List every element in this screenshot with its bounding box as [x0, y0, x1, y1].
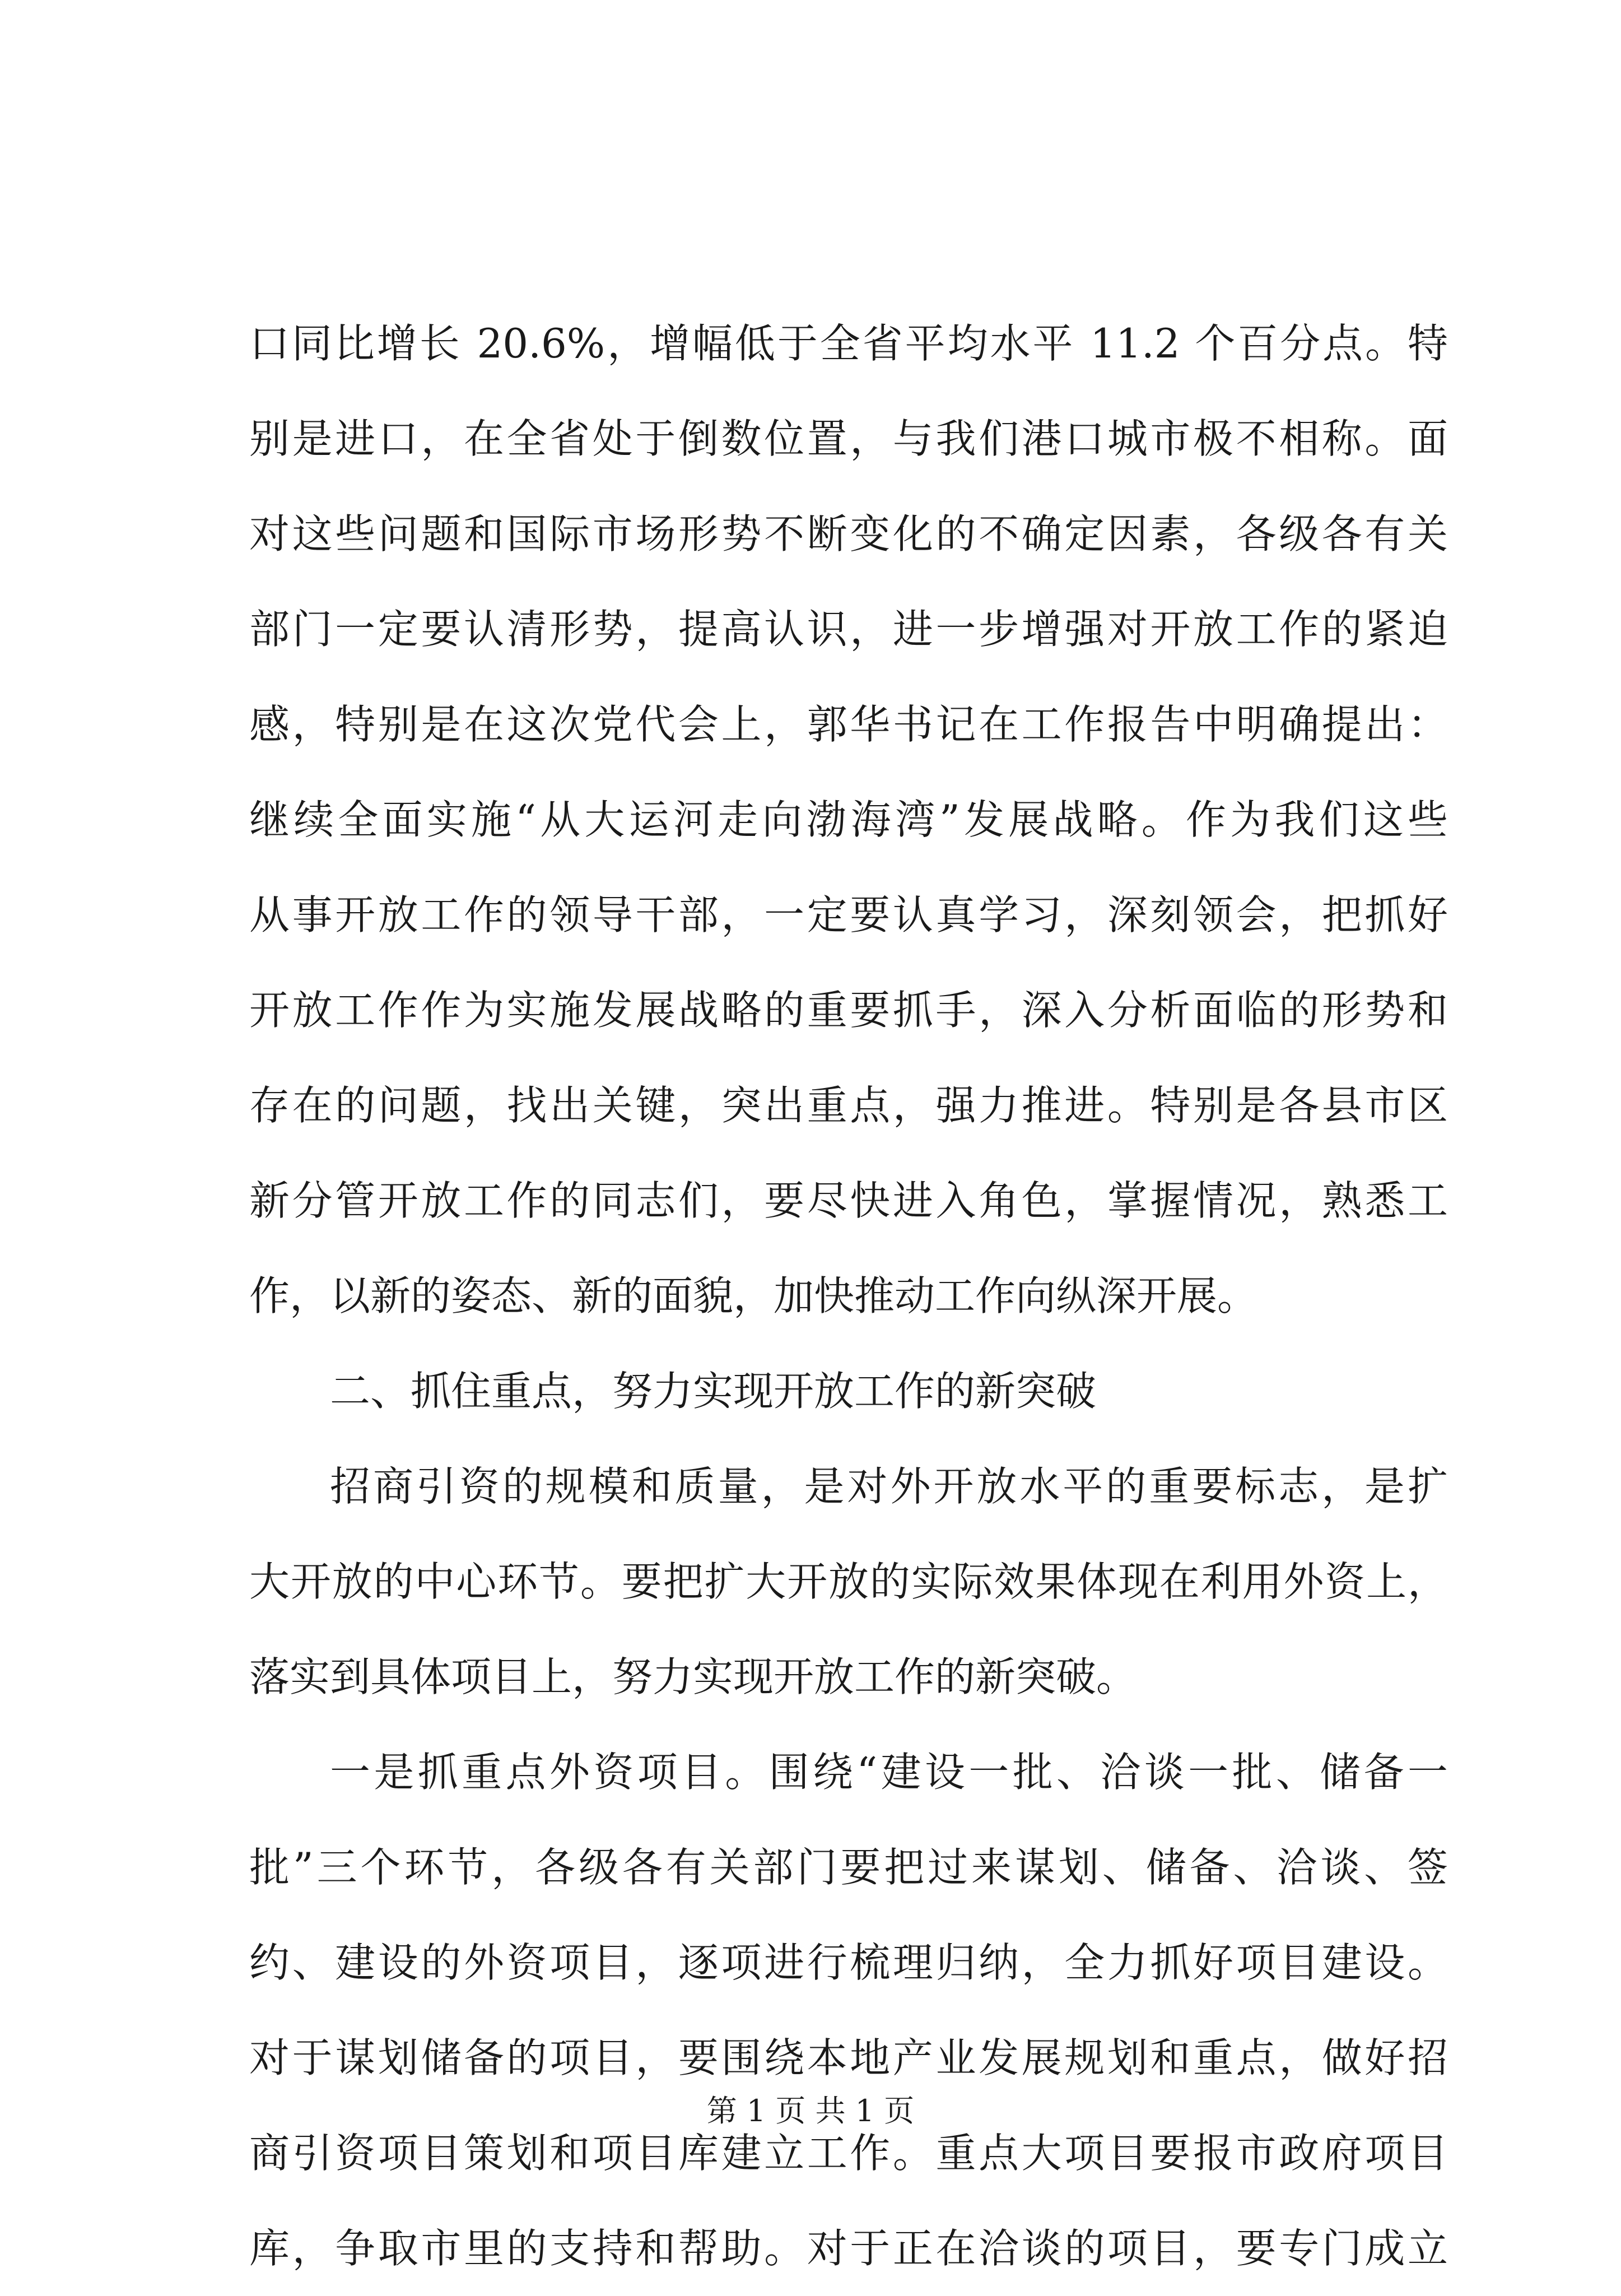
page-footer: 第 1 页 共 1 页: [706, 2093, 915, 2128]
document-body: [249, 296, 1448, 2296]
text-line: 对于谋划储备的项目，要围绕本地产业发展规划和重点，做好招: [249, 2034, 1448, 2081]
text-line: 一是抓重点外资项目。围绕“建设一批、洽谈一批、储备一: [330, 1749, 1448, 1796]
text-line: 从事开放工作的领导干部，一定要认真学习，深刻领会，把抓好: [249, 891, 1448, 938]
text-line: 约、建设的外资项目，逐项进行梳理归纳，全力抓好项目建设。: [249, 1939, 1448, 1986]
text-line: 商引资项目策划和项目库建立工作。重点大项目要报市政府项目: [249, 2130, 1448, 2177]
text-line: 部门一定要认清形势，提高认识，进一步增强对开放工作的紧迫: [249, 606, 1448, 653]
text-line: 招商引资的规模和质量，是对外开放水平的重要标志，是扩: [330, 1463, 1448, 1510]
text-line: 对这些问题和国际市场形势不断变化的不确定因素，各级各有关: [249, 510, 1448, 557]
section-heading: 二、抓住重点，努力实现开放工作的新突破: [330, 1368, 1097, 1415]
text-line: 存在的问题，找出关键，突出重点，强力推进。特别是各县市区: [249, 1082, 1448, 1129]
text-line: 作，以新的姿态、新的面貌，加快推动工作向纵深开展。: [249, 1272, 1258, 1319]
text-line: 批”三个环节，各级各有关部门要把过来谋划、储备、洽谈、签: [249, 1844, 1448, 1891]
text-line: 落实到具体项目上，努力实现开放工作的新突破。: [249, 1653, 1137, 1700]
text-line: 大开放的中心环节。要把扩大开放的实际效果体现在利用外资上，: [249, 1558, 1448, 1605]
text-line: 新分管开放工作的同志们，要尽快进入角色，掌握情况，熟悉工: [249, 1177, 1448, 1224]
text-line: 别是进口，在全省处于倒数位置，与我们港口城市极不相称。面: [249, 415, 1448, 462]
text-line: 开放工作作为实施发展战略的重要抓手，深入分析面临的形势和: [249, 987, 1448, 1034]
text-line: 库，争取市里的支持和帮助。对于正在洽谈的项目，要专门成立: [249, 2225, 1448, 2272]
text-line: 口同比增长 20.6%，增幅低于全省平均水平 11.2 个百分点。特: [249, 320, 1448, 367]
text-line: 感，特别是在这次党代会上，郭华书记在工作报告中明确提出：: [249, 701, 1448, 748]
text-line: 继续全面实施“从大运河走向渤海湾”发展战略。作为我们这些: [249, 796, 1448, 843]
